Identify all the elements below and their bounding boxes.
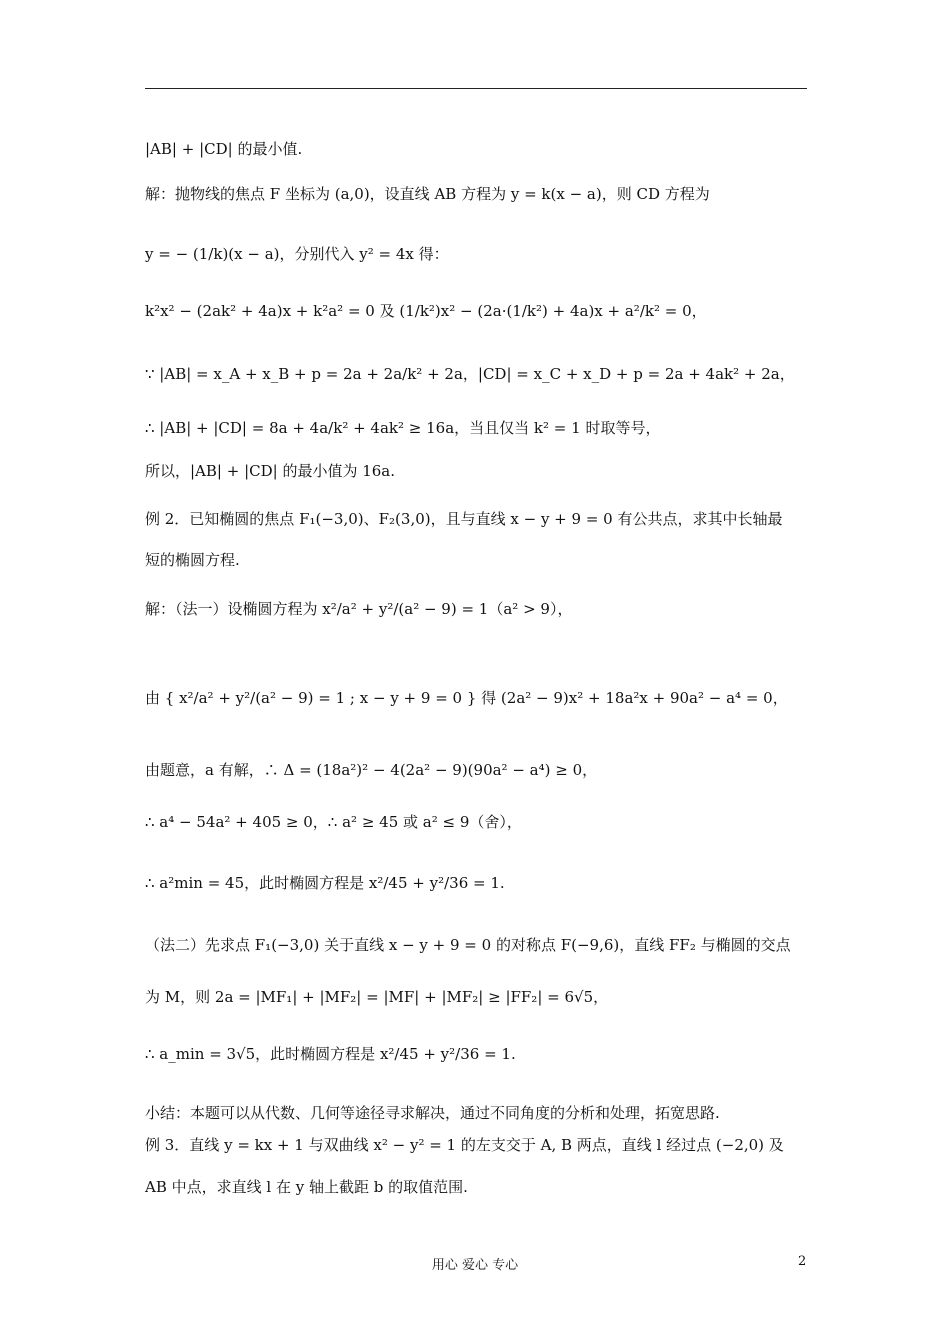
text-line: y = − (1/k)(x − a)，分别代入 y² = 4x 得：	[145, 245, 449, 263]
text-line: ∵ |AB| = x_A + x_B + p = 2a + 2a/k² + 2a，|CD| = x_C + x_D + p = 2a + 4ak² + 2a，	[145, 365, 795, 383]
text-line: （法二）先求点 F₁(−3,0) 关于直线 x − y + 9 = 0 的对称点 F(−9,6)，直线 FF₂ 与椭圆的交点	[145, 936, 791, 954]
text-line: 由题意，a 有解，∴ Δ = (18a²)² − 4(2a² − 9)(90a² − a⁴) ≥ 0，	[145, 761, 598, 779]
text-line: 例 3．直线 y = kx + 1 与双曲线 x² − y² = 1 的左支交于 A, B 两点，直线 l 经过点 (−2,0) 及	[145, 1136, 784, 1154]
text-line: 解：（法一）设椭圆方程为 x²/a² + y²/(a² − 9) = 1（a² > 9），	[145, 600, 573, 618]
text-line: |AB| + |CD| 的最小值.	[145, 140, 303, 158]
text-line: 由 { x²/a² + y²/(a² − 9) = 1 ; x − y + 9 = 0 } 得 (2a² − 9)x² + 18a²x + 90a² − a⁴ = 0，	[145, 689, 788, 707]
text-line: 小结：本题可以从代数、几何等途径寻求解决，通过不同角度的分析和处理，拓宽思路.	[145, 1104, 720, 1122]
text-line: 所以，|AB| + |CD| 的最小值为 16a.	[145, 462, 396, 480]
text-line: ∴ a²min = 45，此时椭圆方程是 x²/45 + y²/36 = 1.	[145, 874, 505, 892]
text-line: 解：抛物线的焦点 F 坐标为 (a,0)，设直线 AB 方程为 y = k(x − a)，则 CD 方程为	[145, 185, 710, 203]
header-rule	[145, 88, 807, 89]
page-footer: 用心 爱心 专心	[431, 1258, 519, 1273]
text-line: AB 中点，求直线 l 在 y 轴上截距 b 的取值范围.	[145, 1178, 468, 1196]
text-line: 短的椭圆方程.	[145, 551, 240, 569]
text-line: ∴ a⁴ − 54a² + 405 ≥ 0，∴ a² ≥ 45 或 a² ≤ 9（舍），	[145, 813, 522, 831]
text-line: ∴ a_min = 3√5，此时椭圆方程是 x²/45 + y²/36 = 1.	[145, 1045, 516, 1063]
text-line: 例 2．已知椭圆的焦点 F₁(−3,0)、F₂(3,0)，且与直线 x − y + 9 = 0 有公共点，求其中长轴最	[145, 510, 783, 528]
page-number: 2	[798, 1254, 807, 1269]
text-line: ∴ |AB| + |CD| = 8a + 4a/k² + 4ak² ≥ 16a，当且仅当 k² = 1 时取等号，	[145, 419, 661, 437]
text-line: 为 M，则 2a = |MF₁| + |MF₂| = |MF| + |MF₂| ≥ |FF₂| = 6√5，	[145, 988, 609, 1006]
text-line: k²x² − (2ak² + 4a)x + k²a² = 0 及 (1/k²)x² − (2a·(1/k²) + 4a)x + a²/k² = 0，	[145, 302, 707, 320]
